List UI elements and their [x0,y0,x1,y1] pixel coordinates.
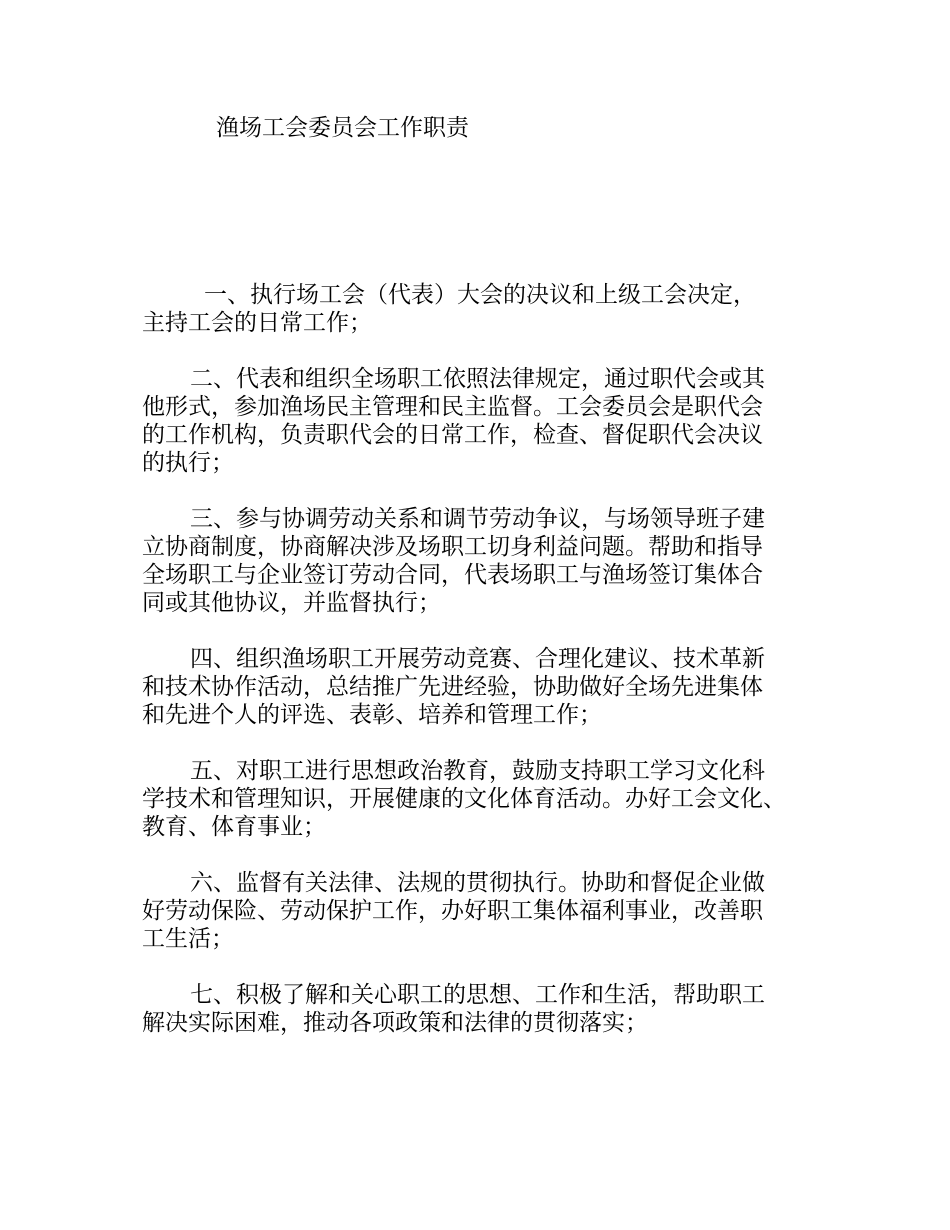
paragraph-line: 二、代表和组织全场职工依照法律规定，通过职代会或其 [190,366,765,392]
paragraph-4 [142,645,832,729]
paragraph-line: 工生活； [142,926,234,952]
paragraph-line: 三、参与协调劳动关系和调节劳动争议，与场领导班子建 [190,506,765,532]
paragraph-line: 的执行； [142,450,234,476]
paragraph-line: 他形式，参加渔场民主管理和民主监督。工会委员会是职代会 [142,394,763,420]
paragraph-line: 解决实际困难，推动各项政策和法律的贯彻落实； [142,1010,648,1036]
paragraph-line: 学技术和管理知识，开展健康的文化体育活动。办好工会文化、 [142,786,786,812]
paragraph-line: 好劳动保险、劳动保护工作，办好职工集体福利事业，改善职 [142,898,763,924]
paragraph-2 [142,365,832,477]
paragraph-line: 立协商制度，协商解决涉及场职工切身利益问题。帮助和指导 [142,534,763,560]
paragraph-line: 的工作机构，负责职代会的日常工作，检查、督促职代会决议 [142,422,763,448]
paragraph-6 [142,869,832,953]
paragraph-line: 七、积极了解和关心职工的思想、工作和生活，帮助职工 [190,982,765,1008]
paragraph-1 [142,281,832,337]
paragraph-line: 四、组织渔场职工开展劳动竞赛、合理化建议、技术革新 [190,646,765,672]
paragraph-line: 五、对职工进行思想政治教育，鼓励支持职工学习文化科 [190,758,765,784]
paragraph-line: 六、监督有关法律、法规的贯彻执行。协助和督促企业做 [190,870,765,896]
paragraph-line: 主持工会的日常工作； [142,310,372,336]
paragraph-line: 一、执行场工会（代表）大会的决议和上级工会决定， [204,282,756,308]
paragraph-line: 和先进个人的评选、表彰、培养和管理工作； [142,702,602,728]
paragraph-line: 教育、体育事业； [142,814,326,840]
paragraph-3 [142,505,832,617]
paragraph-7 [142,981,832,1037]
paragraph-5 [142,757,832,841]
paragraph-line: 同或其他协议，并监督执行； [142,590,441,616]
document-title: 渔场工会委员会工作职责 [216,115,469,141]
paragraph-line: 全场职工与企业签订劳动合同，代表场职工与渔场签订集体合 [142,562,763,588]
paragraph-line: 和技术协作活动，总结推广先进经验，协助做好全场先进集体 [142,674,763,700]
document-body [142,281,832,1065]
